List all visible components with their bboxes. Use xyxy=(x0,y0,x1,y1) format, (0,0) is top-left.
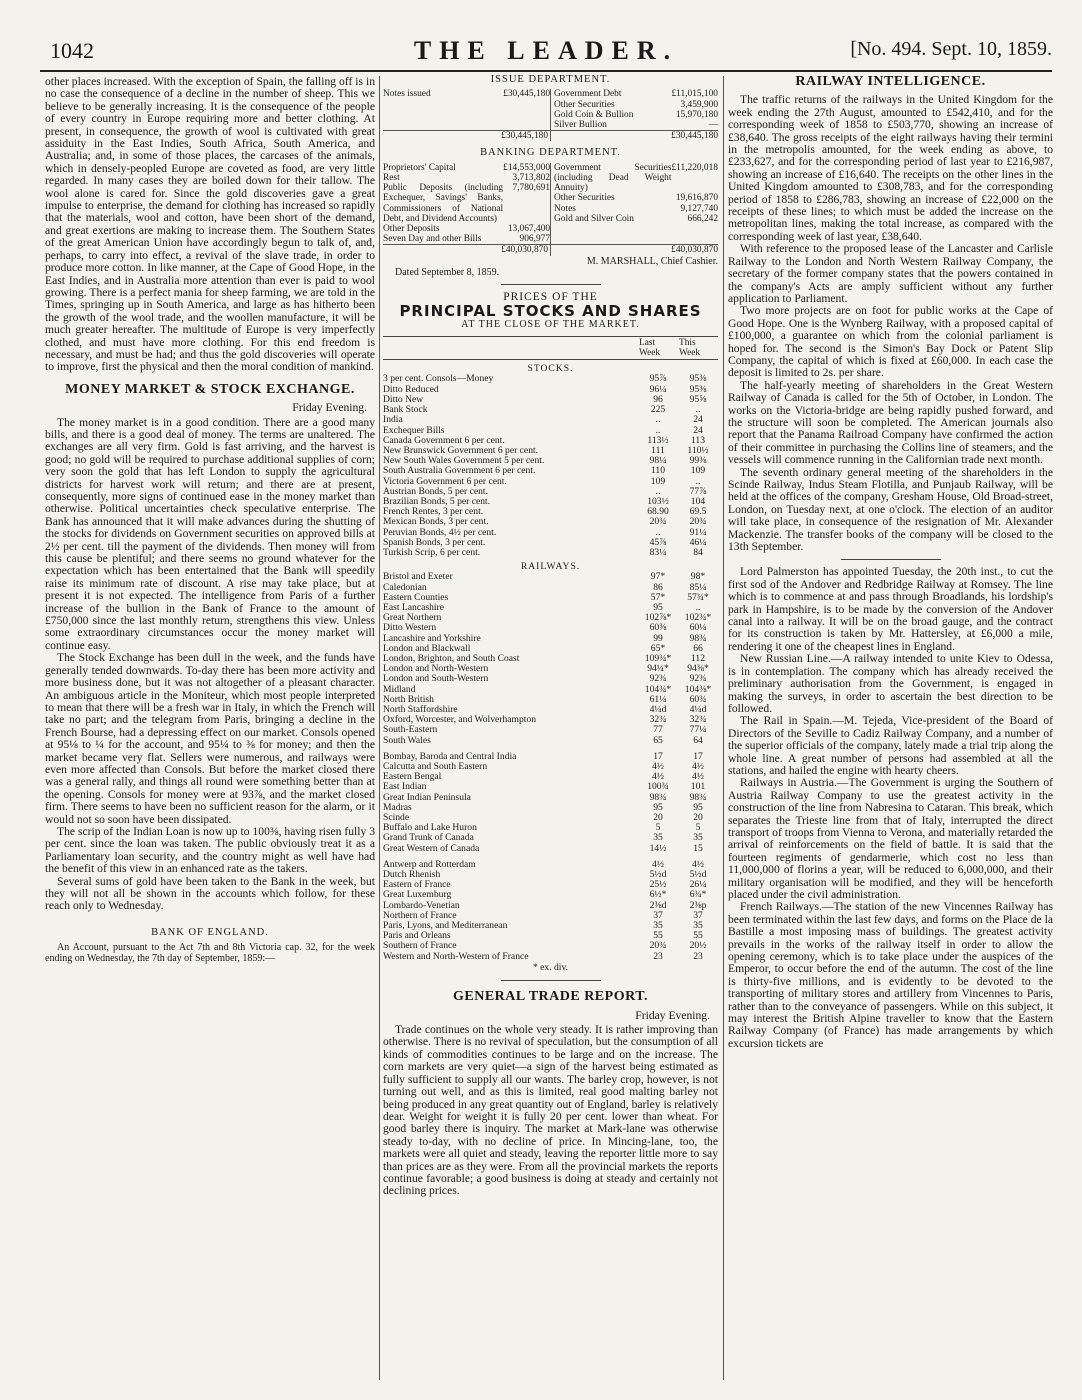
banking-department-heading: BANKING DEPARTMENT. xyxy=(480,147,621,159)
account-amount: 19,616,870 xyxy=(675,193,718,204)
group-heading: RAILWAYS. xyxy=(520,561,581,573)
issue-department-heading: ISSUE DEPARTMENT. xyxy=(490,74,611,85)
last-week-price: 35 xyxy=(653,920,663,932)
this-week-price: 110½ xyxy=(687,444,709,456)
this-week-price: 91¼ xyxy=(689,526,707,538)
article-text: The Rail in Spain.—M. Tejeda, Vice-president of the Board of Directors of the Seville to Cadiz Railway Company, and a number of the superior officials of the company, lately made a trial trip along the whole line. A great number of persons had assembled at all the stations, and hailed the engine with hearty cheers. xyxy=(728,714,1053,777)
security-name: Lombardo-Venetian xyxy=(383,899,460,911)
last-week-price: 4½ xyxy=(652,761,664,772)
account-label: Government Debt xyxy=(554,89,622,100)
this-week-price: 60¾ xyxy=(689,693,707,705)
this-week-price: 4½ xyxy=(692,858,704,870)
security-name: Oxford, Worcester, and Wolverhampton xyxy=(383,714,537,726)
last-week-price: 14½ xyxy=(649,842,667,854)
article-text: New Russian Line.—A railway intended to unite Kiev to Odessa, is in contemplation. The company which has already received the preliminary authorisation from the Government, is engaged in making the surveys, in order to ascertain the best direction to be followed. xyxy=(728,652,1053,715)
price-row xyxy=(383,385,718,395)
last-week-price: .. xyxy=(655,485,661,497)
last-week-price: 95 xyxy=(653,601,663,613)
security-name: Paris and Orleans xyxy=(383,930,451,942)
this-week-price: 95⅝ xyxy=(689,393,707,405)
this-week-price: 20½ xyxy=(689,940,707,952)
account-label: Public Deposits (including Exchequer, Savings' Banks, Commissioners of National Debt, and Dividend Accounts) xyxy=(383,183,504,224)
this-week-price: .. xyxy=(695,475,701,487)
account-row xyxy=(554,214,718,224)
separator xyxy=(501,284,601,285)
this-week-price: 102¾* xyxy=(684,612,712,624)
account-amount: 3,713,802 xyxy=(512,173,550,184)
this-week-price: 20 xyxy=(693,812,703,824)
article-text: Trade continues on the whole very steady. It is rather improving than otherwise. There is no revival of speculation, but the consumption of all kinds of commodities continues to be large and on the increase. The corn markets are very quiet—a sign of the harvest being estimated as fully sufficient to supply all our wants. The barley crop, however, is not turning out well, and as this is limited, real good malting barley not being produced in any great quantity out of England, barley is relatively dear. Weight for weight it is fully 20 per cent. lower than wheat. For good barley there is inquiry. The market at Mark-lane was otherwise steady to-day, with no decline of price. In Mincing-lane, too, the markets were all quiet and steady, leaving the reporter little more to say than prices are as they were. From all the provincial markets the reports continue favorable; a good business is doing at steady and certainly not declining prices. xyxy=(383,1023,718,1198)
this-week-price: 24 xyxy=(693,424,703,436)
last-week-price: 37 xyxy=(653,909,663,921)
security-name: India xyxy=(383,414,403,426)
security-name: Grand Trunk of Canada xyxy=(383,832,474,844)
column-middle xyxy=(383,74,718,1198)
this-week-price: 101 xyxy=(690,781,706,793)
account-row xyxy=(383,173,550,183)
this-week-price: 95⅜ xyxy=(689,383,707,395)
security-name: Exchequer Bills xyxy=(383,424,445,436)
security-name: Ditto New xyxy=(383,393,424,405)
account-row xyxy=(383,89,550,99)
account-row xyxy=(554,100,718,110)
security-name: London and North-Western xyxy=(383,663,489,675)
last-week-price: 77 xyxy=(653,724,663,736)
security-name: Austrian Bonds, 5 per cent. xyxy=(383,485,488,497)
last-week-price: 61¼ xyxy=(649,693,667,705)
dated-line: Dated September 8, 1859. xyxy=(395,266,500,278)
account-row xyxy=(383,224,550,234)
this-week-price: 23 xyxy=(693,950,703,962)
security-name: East Indian xyxy=(383,781,427,793)
last-week-price: 4½ xyxy=(652,771,664,783)
security-name: Bank Stock xyxy=(383,404,428,416)
last-week-price: 5 xyxy=(655,822,661,834)
last-week-price: 86 xyxy=(653,581,663,593)
article-text: The traffic returns of the railways in the United Kingdom for the week ending the 27th August, amounted to £542,410, and for the corresponding week of 1858 to £503,770, showing an increase of £38,640. The gross receipts of the eight railways having their termini in the metropolis amounted, for the week ending as above, to £233,627, and for the corresponding period of last year to £216,987, showing an increase of £16,640. The receipts on the other lines in the United Kingdom amounted to £308,783, and for the corresponding period of 1858 to £286,783, showing an increase of £22,000 on the receipts of these lines; to which must be added the increase on the metropolitan lines, making the total increase, as compared with the corresponding week of last year, £38,640. xyxy=(728,93,1053,243)
masthead-rule xyxy=(40,70,1052,72)
security-name: Scinde xyxy=(383,812,410,824)
last-week-price: 96¼ xyxy=(649,383,667,395)
security-name: Eastern Bengal xyxy=(383,771,442,783)
page-number: 1042 xyxy=(50,38,94,63)
last-week-price: 95 xyxy=(653,801,663,813)
this-week-price: 98* xyxy=(690,571,706,583)
last-week-price: .. xyxy=(655,424,661,436)
last-week-price: 55 xyxy=(653,930,663,942)
section-heading: MONEY MARKET & STOCK EXCHANGE. xyxy=(65,381,355,397)
security-name: Ditto Reduced xyxy=(383,383,439,395)
cashier-signature: M. MARSHALL, Chief Cashier. xyxy=(586,255,718,267)
this-week-price: 94⅜* xyxy=(687,663,709,675)
account-label: Notes xyxy=(554,203,576,214)
group-heading-row xyxy=(383,360,718,375)
last-week-price: 65* xyxy=(650,642,666,654)
security-name: Turkish Scrip, 6 per cent. xyxy=(383,546,481,558)
last-week-price: 94¼* xyxy=(647,663,669,675)
security-name: New South Wales Government 5 per cent. xyxy=(383,455,545,467)
last-week-price: 23 xyxy=(653,950,663,962)
security-name: New Brunswick Government 6 per cent. xyxy=(383,444,539,456)
this-week-price: .. xyxy=(695,404,701,416)
this-week-price: 104 xyxy=(690,495,706,507)
this-week-price: 95⅜ xyxy=(689,373,707,385)
article-text: The money market is in a good condition. There are a good many bills, and there is a good deal of money. The terms are unaltered. The exchanges are all very firm. Gold is fast arriving, and the harvest is good; no gold will be required to purchase additional supplies of corn; very soon the gold that has left London to supply the agricultural districts for harvest work will return; and there are at present, consequently, more signs of continued ease in the money market than otherwise. Political uncertainties check speculative enterprise. The Bank has announced that it will make advances during the shutting of the stocks for dividends on Government securities on approved bills at 2½ per cent. till the payment of the dividends. Then money will from this cause be plentiful; and there seems no ground whatever for the expectation which has been entertained that the Bank will speedily raise its minimum rate of discount. A rise may take place, but at present it is not expected. The intelligence from Paris of a further increase of the bullion in the Bank of France to the amount of £750,000 since the last monthly return, strengthens this view. Unless some extraordinary circumstances occur the money market will continue easy. xyxy=(45,415,375,652)
issue-date: [No. 494. Sept. 10, 1859. xyxy=(850,38,1052,60)
last-week-price: 113½ xyxy=(647,434,669,446)
this-week-price: 84 xyxy=(693,546,703,558)
column-right xyxy=(728,76,1053,1050)
security-name: Eastern of France xyxy=(383,879,451,891)
account-amount: — xyxy=(708,120,718,131)
article-text: French Railways.—The station of the new Vincennes Railway has been terminated within the last few days, and forms on the Place de la Bastille a most imposing mass of buildings. The greatest activity prevails in the works of the railway itself in order to allow the opening ceremony, which is to take place under the auspices of the Emperor, to occur before the end of the autumn. The cost of the line is thirty-five millions, and is evidently to be devoted to the transporting of military stores and artillery from Vincennes to Paris, rather than to the conveyance of passengers. While on this subject, it may interest the British Alpine traveller to know that the Eastern Railway Company (of France) has made arrangements by which excursion tickets are xyxy=(728,900,1053,1050)
issue-total: £30,445,180 xyxy=(383,131,551,142)
account-label: Other Deposits xyxy=(383,224,440,235)
article-text: Railways in Austria.—The Government is urging the Southern of Austria Railway Company to use the greatest activity in the construction of the line from Nabresina to Cataran. This break, which separates the Trieste line from that of Italy, interrupted the direct transport of troops from Vienna to Verona, and materially retarded the arrival of reinforcements on the field of battle. It is said that the fourteen regiments of gendarmerie, which cost no less than 11,000,000 of florins a year, will be reduced to 6,000,000, and their military organisation will be modified, and they will be henceforth placed under the civil administration. xyxy=(728,776,1053,901)
last-week-price: 5½d xyxy=(649,869,667,881)
this-week-price: 77¼ xyxy=(689,724,707,736)
column-divider xyxy=(379,76,380,1380)
last-week-price: 17 xyxy=(653,750,663,762)
security-name: Antwerp and Rotterdam xyxy=(383,858,476,870)
this-week-price: 4½ xyxy=(692,761,704,772)
price-row xyxy=(383,415,718,425)
last-week-price: 102⅞* xyxy=(644,612,672,624)
last-week-price: 109 xyxy=(650,475,666,487)
this-week-price: 85¼ xyxy=(689,581,707,593)
account-amount: 13,067,400 xyxy=(507,224,550,235)
account-label: Government Securities (including Dead Weight Annuity) xyxy=(554,162,672,194)
security-name: Canada Government 6 per cent. xyxy=(383,434,505,446)
last-week-price: 83¼ xyxy=(649,546,667,558)
article-text: The seventh ordinary general meeting of the shareholders in the Scinde Railway, Indus Steam Flotilla, and Punjaub Railway, will be held at the offices of the company, Gresham House, Old Broad-street, London, on Tuesday next, at one o'clock. The election of an auditor will take place, in consequence of the resignation of Mr. Alexander Mackenzie. The transfer books of the company will be closed to the 13th September. xyxy=(728,465,1053,554)
account-label: Proprietors' Capital xyxy=(383,162,456,173)
col-header-this: This Week xyxy=(678,336,718,359)
col-header-last: Last Week xyxy=(638,336,678,359)
dateline: Friday Evening. xyxy=(292,401,367,415)
prices-main-heading: PRINCIPAL STOCKS AND SHARES xyxy=(399,302,702,321)
this-week-price: 46¼ xyxy=(689,536,707,548)
separator xyxy=(841,559,941,560)
security-name: South Australia Government 6 per cent. xyxy=(383,465,536,477)
price-row xyxy=(383,803,718,813)
last-week-price: 100¾ xyxy=(647,781,669,793)
security-name: London, Brighton, and South Coast xyxy=(383,652,520,664)
account-amount: 906,977 xyxy=(519,234,550,245)
security-name: East Lancashire xyxy=(383,601,444,613)
footnote: * ex. div. xyxy=(532,961,569,973)
account-row xyxy=(554,193,718,203)
bank-heading: BANK OF ENGLAND. xyxy=(151,926,269,938)
security-name: Eastern Counties xyxy=(383,591,449,603)
this-week-price: 77⅞ xyxy=(689,485,707,497)
account-label: Rest xyxy=(383,173,400,184)
account-row xyxy=(383,234,550,244)
security-name: South Wales xyxy=(383,734,431,746)
security-name: Bombay, Baroda and Central India xyxy=(383,750,517,762)
account-amount: 9,127,740 xyxy=(680,203,718,214)
last-week-price: 20¾ xyxy=(649,516,667,528)
price-row xyxy=(383,725,718,735)
account-row xyxy=(554,89,718,99)
article-text: Two more projects are on foot for public works at the Cape of Good Hope. One is the Wynberg Railway, with a proposed capital of £100,000, a guarantee on which from the colonial parliament is hoped for. The second is the Simon's Bay Dock or Patent Slip Company, the capital of which is fixed at £60,000. In each case the deposit is limited to 2s. per share. xyxy=(728,304,1053,380)
this-week-price: 60¼ xyxy=(689,622,707,634)
account-row xyxy=(554,120,718,130)
security-name: Southern of France xyxy=(383,940,457,952)
security-name: Calcutta and South Eastern xyxy=(383,761,488,772)
security-name: London and Blackwall xyxy=(383,642,471,654)
account-row xyxy=(554,110,718,120)
security-name: Great Luxemburg xyxy=(383,889,452,901)
article-text: The Stock Exchange has been dull in the week, and the funds have generally tended downwards. To-day there has been more activity and more business done, but it was not altogether of a pleasant character. An ambiguous article in the Moniteur, which most people interpreted to mean that there will be a fresh war in Italy, in which the French will take no part; and the telegram from Paris, bringing a decline in the French Bourse, had a depressing effect on our market. Consols opened at 95⅛ to ¼ for the account, and 95¼ to ⅜ for money; and then the market became very flat. Sellers were numerous, and railways were even more affected than Consols. But before the market closed there was a general rally, and things all round were something better than at the opening. Consols for money were at 93⅞, and the market closed firm. There seems to have been no sufficient reason for the alarm, or it would not so soon have been dissipated. xyxy=(45,651,375,826)
security-name: South-Eastern xyxy=(383,724,438,736)
last-week-price: 32¾ xyxy=(649,714,667,726)
last-week-price: 103½ xyxy=(647,495,669,507)
last-week-price: 97* xyxy=(650,571,666,583)
account-amount: £11,220,018 xyxy=(671,162,718,173)
account-amount: 3,459,900 xyxy=(680,99,718,110)
this-week-price: 109 xyxy=(690,465,706,477)
this-week-price: 6¾* xyxy=(689,889,707,901)
last-week-price: 92¾ xyxy=(649,673,667,685)
security-name: Great Western of Canada xyxy=(383,842,480,854)
security-name: Madras xyxy=(383,801,412,813)
article-text: The half-yearly meeting of shareholders in the Great Western Railway of Canada is called for the 5th of October, in London. The works on the Victoria-bridge are being rapidly pushed forward, and the structure will soon be completed. The American journals also report that the Panama Railroad Company have confirmed the action of their committee in purchasing the Collins line of steamers, and the vessels will commence running in the Californian trade next month. xyxy=(728,378,1053,467)
last-week-price: 25½ xyxy=(649,879,667,891)
this-week-price: 26¼ xyxy=(689,879,707,891)
this-week-price: 5½d xyxy=(689,869,707,881)
security-name: Midland xyxy=(383,683,416,695)
last-week-price: 98¾ xyxy=(649,791,667,803)
account-label: Seven Day and other Bills xyxy=(383,234,482,245)
last-week-price: 60⅜ xyxy=(649,622,667,634)
this-week-price: 20¾ xyxy=(689,516,707,528)
this-week-price: 98¾ xyxy=(689,791,707,803)
article-text: other places increased. With the exception of Spain, the falling off is in no case the consequence of a decline in the number of sheep. This we believe to be generally increasing. It is the consequence of the people of every country in Europe requiring more and better clothing. At present, in consequence, the growth of wool is cultivated with great assiduity in the East Indies, South Africa, South America, and Australia; and, in some of those places, the carcases of the animals, which in densely-peopled Europe are coveted as food, are very little regarded. In many cases they are boiled down for their tallow. The wool alone is cared for. Since the gold discoveries gave a great impulse to enterprise, the demand for clothing has increased so rapidly that the materials, wool and cotton, have been short of the demand, and great exertions are making to increase them. The Southern States of the great American Union have accordingly begun to talk of, and, perhaps, to carry into effect, a revival of the slave trade, in order to produce more cotton. In like manner, at the Cape of Good Hope, in the East Indies, and in Australia more attention than ever is paid to wool growing. There is a perfect mania for sheep farming, we are told in the Times, springing up in South America, and large as has hitherto been the growth of the wool trade, and the woollen manufacture, it will be much greater hereafter. The multitude of Europe is very imperfectly clothed, and must have more clothing. For this end freedom is necessary, and must be had; and thus the gold discoveries will operate to improve, first the physical and then the moral condition of mankind. xyxy=(45,75,375,374)
this-week-price: 35 xyxy=(693,920,703,932)
this-week-price: 104⅜* xyxy=(684,683,712,695)
security-name: Great Indian Peninsula xyxy=(383,791,471,803)
col-header-name xyxy=(383,336,638,359)
article-text: With reference to the proposed lease of the Lancaster and Carlisle Railway to the London and North Western Railway Company, the secretary of the former company states that the powers contained in the company's Acts are amply sufficient without any further application to Parliament. xyxy=(728,242,1053,305)
last-week-price: 98¼ xyxy=(649,455,667,467)
issue-total: £30,445,180 xyxy=(551,131,719,142)
this-week-price: 112 xyxy=(690,652,706,664)
account-amount: 7,780,691 xyxy=(512,183,550,194)
last-week-price: 57* xyxy=(650,591,666,603)
last-week-price: 2⅜d xyxy=(649,899,667,911)
last-week-price: 6½* xyxy=(649,889,667,901)
this-week-price: 64 xyxy=(693,734,703,746)
security-name: Buffalo and Lake Huron xyxy=(383,822,477,834)
security-name: Spanish Bonds, 3 per cent. xyxy=(383,536,486,548)
security-name: Mexican Bonds, 3 per cent. xyxy=(383,516,489,528)
price-row xyxy=(383,466,718,476)
security-name: 3 per cent. Consols—Money xyxy=(383,373,494,385)
banking-total: £40,030,870 xyxy=(551,245,719,256)
banking-department-table xyxy=(383,163,718,256)
account-row xyxy=(554,204,718,214)
this-week-price: 92¾ xyxy=(689,673,707,685)
security-name: Northern of France xyxy=(383,909,457,921)
security-name: Lancashire and Yorkshire xyxy=(383,632,481,644)
account-amount: 666,242 xyxy=(687,213,718,224)
column-divider xyxy=(723,76,724,1380)
price-row xyxy=(383,517,718,527)
security-name: North Staffordshire xyxy=(383,703,458,715)
this-week-price: 69.5 xyxy=(689,506,707,518)
this-week-price: 55 xyxy=(693,930,703,942)
this-week-price: 37 xyxy=(693,909,703,921)
prices-subheading: AT THE CLOSE OF THE MARKET. xyxy=(461,319,640,331)
price-row xyxy=(383,736,718,746)
account-label: Gold and Silver Coin xyxy=(554,213,634,224)
security-name: Brazilian Bonds, 5 per cent. xyxy=(383,495,491,507)
security-name: Dutch Rhenish xyxy=(383,869,441,881)
price-row xyxy=(383,572,718,582)
this-week-price: 4¼d xyxy=(689,703,707,715)
last-week-price: 110 xyxy=(650,465,666,477)
last-week-price: 20 xyxy=(653,812,663,824)
account-label: Other Securities xyxy=(554,193,615,204)
column-left xyxy=(45,76,375,964)
this-week-price: 5 xyxy=(695,822,701,834)
last-week-price: 96 xyxy=(653,393,663,405)
last-week-price: .. xyxy=(655,526,661,538)
group-heading-row xyxy=(383,558,718,572)
price-row xyxy=(383,952,718,962)
this-week-price: 4½ xyxy=(692,771,704,783)
last-week-price: 111 xyxy=(651,444,665,456)
trade-heading: GENERAL TRADE REPORT. xyxy=(452,989,649,1005)
masthead xyxy=(40,38,1052,68)
account-label: Gold Coin & Bullion xyxy=(554,109,634,120)
this-week-price: 66 xyxy=(693,642,703,654)
this-week-price: 95 xyxy=(693,801,703,813)
last-week-price: 20¾ xyxy=(649,940,667,952)
this-week-price: 15 xyxy=(693,842,703,854)
security-name: Paris, Lyons, and Mediterranean xyxy=(383,920,508,932)
price-row xyxy=(383,844,718,854)
group-heading: STOCKS. xyxy=(527,363,574,375)
this-week-price: 35 xyxy=(693,832,703,844)
security-name: Western and North-Western of France xyxy=(383,950,529,962)
security-name: French Rentes, 3 per cent. xyxy=(383,506,484,518)
security-name: Ditto Western xyxy=(383,622,437,634)
price-row xyxy=(383,405,718,415)
last-week-price: .. xyxy=(655,414,661,426)
security-name: Bristol and Exeter xyxy=(383,571,453,583)
last-week-price: 4¼d xyxy=(649,703,667,715)
security-name: London and South-Western xyxy=(383,673,489,685)
this-week-price: 24 xyxy=(693,414,703,426)
this-week-price: 99⅜ xyxy=(689,455,707,467)
account-amount: £11,015,100 xyxy=(671,89,718,100)
this-week-price: 32¾ xyxy=(689,714,707,726)
this-week-price: 113 xyxy=(690,434,706,446)
last-week-price: 104¾* xyxy=(644,683,672,695)
this-week-price: 57¾* xyxy=(687,591,709,603)
last-week-price: 95⅞ xyxy=(649,373,667,385)
account-row xyxy=(383,163,550,173)
issue-department-table xyxy=(383,89,718,141)
last-week-price: 68.90 xyxy=(647,506,669,518)
stocks-table xyxy=(383,336,718,962)
account-label: Other Securities xyxy=(554,99,615,110)
account-label: Notes issued xyxy=(383,89,431,100)
this-week-price: 2⅜p xyxy=(689,899,707,911)
last-week-price: 225 xyxy=(650,404,666,416)
account-amount: £30,445,180 xyxy=(503,89,550,100)
last-week-price: 35 xyxy=(653,832,663,844)
prices-of-heading: PRICES OF THE xyxy=(503,290,598,303)
article-text: Lord Palmerston has appointed Tuesday, the 20th inst., to cut the first sod of the Andover and Redbridge Railway at Romsey. The line which is to commence at and pass through Broadlands, his lordship's park in Hampshire, is to be made by the conversion of the Andover canal into a railway. It will be on the broad gauge, and the contract for its construction is taken by Mr. Hattersley, at £6,000 a mile, rendering it one of the cheapest lines in England. xyxy=(728,565,1053,653)
security-name: Victoria Government 6 per cent. xyxy=(383,475,507,487)
price-row xyxy=(383,793,718,803)
security-name: North British xyxy=(383,693,434,705)
separator xyxy=(501,980,601,981)
last-week-price: 45⅞ xyxy=(649,536,667,548)
price-row xyxy=(383,395,718,405)
account-amount: £14,553,000 xyxy=(503,162,550,173)
account-row xyxy=(554,163,718,194)
bank-note: An Account, pursuant to the Act 7th and 8th Victoria cap. 32, for the week ending on Wednesday, the 7th day of September, 1859:— xyxy=(45,942,375,965)
security-name: Great Northern xyxy=(383,612,442,624)
this-week-price: 98¾ xyxy=(689,632,707,644)
article-text: Several sums of gold have been taken to the Bank in the week, but they will not all be shown in the accounts which follow, for these reach only to Wednesday. xyxy=(45,874,375,913)
last-week-price: 109¾* xyxy=(644,652,672,664)
banking-total: £40,030,870 xyxy=(383,245,551,256)
last-week-price: 4½ xyxy=(652,858,664,870)
account-row xyxy=(383,183,550,224)
account-amount: 15,970,180 xyxy=(675,109,718,120)
this-week-price: .. xyxy=(695,601,701,613)
section-heading: RAILWAY INTELLIGENCE. xyxy=(795,74,986,89)
security-name: Peruvian Bonds, 4½ per cent. xyxy=(383,526,497,538)
last-week-price: 99 xyxy=(653,632,663,644)
last-week-price: 65 xyxy=(653,734,663,746)
price-row xyxy=(383,548,718,558)
account-label: Silver Bullion xyxy=(554,120,607,131)
article-text: The scrip of the Indian Loan is now up to 100⅜, having risen fully 3 per cent. since the loan was taken. The public obviously treat it as a Parliamentary loan security, and the country might as well have had the benefit of this view in an enhanced rate as the takers. xyxy=(45,824,375,876)
dateline: Friday Evening. xyxy=(635,1008,710,1022)
security-name: Caledonian xyxy=(383,581,427,593)
this-week-price: 17 xyxy=(693,750,703,762)
newspaper-title: THE LEADER. xyxy=(413,36,679,65)
